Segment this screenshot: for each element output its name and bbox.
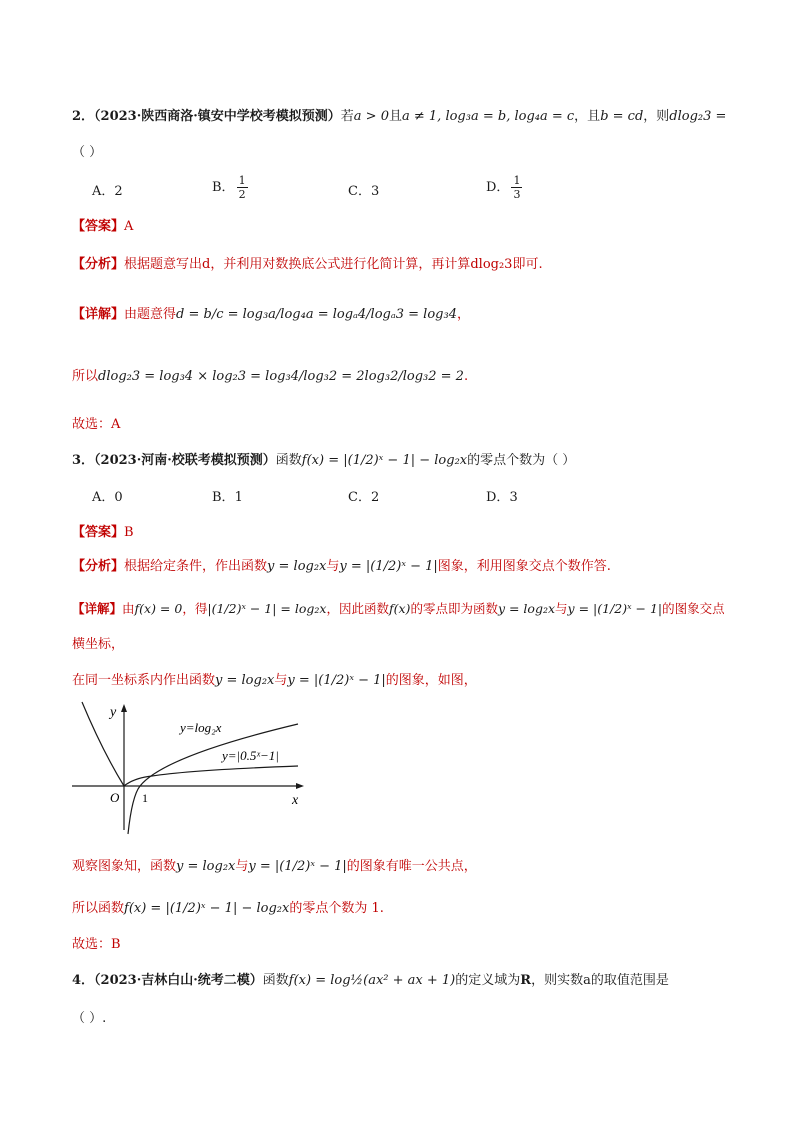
q2-detail2-pre: 所以 bbox=[72, 369, 99, 384]
graph-label-origin: O bbox=[110, 790, 120, 805]
q3-analysis-mid: 与 bbox=[326, 559, 340, 574]
q2-option-b-label: B． bbox=[212, 180, 235, 195]
q3-detail1-g: 的零点即为函数 bbox=[410, 601, 498, 616]
q3-detail1-i: 与 bbox=[555, 601, 568, 616]
q3-detail2-d: y = |(1/2)ˣ − 1| bbox=[287, 673, 386, 688]
q2-answer-value: A bbox=[124, 219, 134, 234]
q2-option-c bbox=[348, 180, 379, 199]
q2-target: dlog₂3 = bbox=[669, 109, 727, 124]
q3-analysis bbox=[72, 556, 611, 578]
q3-so-a: 所以函数 bbox=[72, 901, 125, 916]
q2-cond3: b = cd bbox=[600, 109, 644, 124]
q3-graph bbox=[72, 700, 312, 844]
q2-analysis-tag: 【分析】 bbox=[72, 257, 125, 272]
q2-stem-mid3: ，则 bbox=[643, 109, 670, 124]
q3-detail-tag: 【详解】 bbox=[72, 601, 123, 616]
q3-option-b-value: 1 bbox=[234, 490, 243, 505]
q3-obs-e: 的图象有唯一公共点， bbox=[346, 859, 477, 874]
q2-analysis bbox=[72, 254, 543, 276]
q3-detail2-e: 的图象，如图， bbox=[385, 673, 477, 688]
graph-label-one: 1 bbox=[142, 791, 148, 805]
q4-stem-mid: 的定义域为 bbox=[455, 973, 521, 988]
q2-option-a bbox=[92, 180, 123, 199]
q2-option-a-label: A． bbox=[92, 184, 115, 199]
q2-option-c-label: C． bbox=[348, 184, 371, 199]
q3-analysis-f2: y = |(1/2)ˣ − 1| bbox=[339, 559, 438, 574]
q2-detail2-eq: dlog₂3 = log₃4 × log₂3 = log₃4/log₃2 = 2log₃2/log₃2 = 2 bbox=[98, 369, 464, 384]
q4-number: 4． bbox=[72, 973, 95, 988]
q2-detail-1 bbox=[72, 304, 470, 326]
q3-analysis-f1: y = log₂x bbox=[267, 559, 327, 574]
q3-detail2-c: 与 bbox=[274, 673, 288, 688]
q2-stem-mid2: ，且 bbox=[574, 109, 601, 124]
q2-answer-tag: 【答案】 bbox=[72, 219, 125, 234]
q3-analysis-tag: 【分析】 bbox=[72, 559, 125, 574]
q3-obs-d: y = |(1/2)ˣ − 1| bbox=[248, 859, 347, 874]
q3-answer-value: B bbox=[124, 525, 134, 540]
q3-detail1-j: y = |(1/2)ˣ − 1| bbox=[567, 601, 663, 616]
q3-analysis-pre: 根据给定条件，作出函数 bbox=[124, 559, 268, 574]
q2-detail1-post: ， bbox=[456, 307, 470, 322]
graph-curve2-label: y=|0.5ˣ−1| bbox=[222, 748, 279, 763]
q2-option-b-num: 1 bbox=[238, 174, 246, 187]
q3-detail-1 bbox=[72, 598, 725, 620]
q3-therefore bbox=[72, 898, 384, 920]
q3-graph-svg bbox=[72, 700, 312, 840]
graph-label-y: y bbox=[110, 705, 117, 720]
q3-detail1-k: 的图象交点 bbox=[662, 601, 725, 616]
q2-source: （2023·陕西商洛·镇安中学校考模拟预测） bbox=[94, 109, 341, 124]
q3-stem bbox=[72, 450, 575, 472]
q4-paren: （ ）. bbox=[72, 1011, 107, 1026]
q2-cond1: a > 0 bbox=[353, 109, 389, 124]
q3-detail-1b: 横坐标， bbox=[72, 637, 125, 652]
q2-option-d-num: 1 bbox=[513, 174, 521, 187]
q4-stem-post: ，则实数a的取值范围是 bbox=[531, 973, 669, 988]
q3-analysis-post: 图象，利用图象交点个数作答. bbox=[437, 559, 611, 574]
q4-source: （2023·吉林白山·统考二模） bbox=[94, 973, 263, 988]
q4-func: f(x) = log½(ax² + ax + 1) bbox=[288, 973, 456, 988]
q3-detail1-d: |(1/2)ˣ − 1| = log₂x bbox=[207, 601, 327, 616]
q2-option-c-value: 3 bbox=[370, 184, 380, 199]
graph-label-x: x bbox=[292, 793, 299, 808]
q3-detail2-b: y = log₂x bbox=[215, 673, 275, 688]
q3-number: 3． bbox=[72, 453, 95, 468]
q3-option-d bbox=[486, 486, 518, 505]
q3-obs-a: 观察图象知，函数 bbox=[72, 859, 177, 874]
q3-option-c-value: 2 bbox=[370, 490, 380, 505]
q3-option-b bbox=[212, 486, 243, 505]
q2-detail-2 bbox=[72, 366, 468, 388]
q3-option-a-value: 0 bbox=[114, 490, 123, 505]
q2-conclusion: 故选：A bbox=[72, 417, 121, 432]
q4-stem-pre: 函数 bbox=[262, 973, 289, 988]
q3-option-d-label: D． bbox=[486, 490, 510, 505]
y-axis-arrow bbox=[121, 704, 127, 712]
q3-detail1-b: f(x) = 0 bbox=[134, 601, 183, 616]
q3-detail1-h: y = log₂x bbox=[497, 601, 556, 616]
q2-stem-mid: 且 bbox=[388, 109, 402, 124]
curve-log2 bbox=[128, 724, 298, 834]
q2-analysis-text: 根据题意写出d，并利用对数换底公式进行化简计算，再计算dlog₂3即可. bbox=[124, 257, 543, 272]
q4-real-set: R bbox=[520, 973, 532, 988]
q2-cond2: a ≠ 1, log₃a = b, log₄a = c bbox=[402, 109, 575, 124]
q3-obs-c: 与 bbox=[235, 859, 249, 874]
q3-detail1-e: ，因此函数 bbox=[326, 601, 389, 616]
q3-option-b-label: B． bbox=[212, 490, 235, 505]
q3-option-c bbox=[348, 486, 379, 505]
q2-number: 2． bbox=[72, 109, 95, 124]
q3-conclusion: 故选：B bbox=[72, 937, 121, 952]
q3-obs-b: y = log₂x bbox=[176, 859, 236, 874]
q3-detail1-c: ，得 bbox=[182, 601, 208, 616]
q3-option-c-label: C． bbox=[348, 490, 371, 505]
q3-option-a-label: A． bbox=[92, 490, 115, 505]
q2-detail2-post: . bbox=[463, 369, 469, 384]
q3-answer bbox=[72, 522, 134, 544]
q2-paren: （ ） bbox=[72, 145, 103, 160]
q3-stem-pre: 函数 bbox=[275, 453, 302, 468]
graph-curve1-label: y=log₂x bbox=[180, 720, 222, 735]
q2-option-b-den: 2 bbox=[238, 188, 246, 201]
q3-detail1-f: f(x) bbox=[389, 601, 411, 616]
q3-stem-post: 的零点个数为（ ） bbox=[467, 453, 576, 468]
q3-observation bbox=[72, 856, 477, 878]
q2-option-a-value: 2 bbox=[114, 184, 123, 199]
q4-stem bbox=[72, 970, 669, 992]
q2-option-b-frac bbox=[237, 174, 248, 201]
q2-option-b bbox=[212, 174, 250, 201]
q2-option-d-den: 3 bbox=[513, 188, 521, 201]
q2-option-d-frac bbox=[511, 174, 522, 201]
q3-detail-2 bbox=[72, 670, 477, 692]
q2-answer bbox=[72, 216, 133, 238]
q2-detail-tag: 【详解】 bbox=[72, 307, 125, 322]
q2-option-d-label: D． bbox=[486, 180, 510, 195]
q2-stem bbox=[72, 106, 726, 128]
q3-source: （2023·河南·校联考模拟预测） bbox=[94, 453, 276, 468]
q3-detail2-a: 在同一坐标系内作出函数 bbox=[72, 673, 216, 688]
q2-detail1-pre: 由题意得 bbox=[124, 307, 177, 322]
q3-answer-tag: 【答案】 bbox=[72, 525, 125, 540]
q2-stem-pre: 若 bbox=[340, 109, 354, 124]
q3-option-a bbox=[92, 486, 123, 505]
q2-detail1-eq: d = b/c = log₃a/log₄a = logₐ4/logₐ3 = log₃4 bbox=[176, 307, 457, 322]
q3-option-d-value: 3 bbox=[509, 490, 518, 505]
q3-func: f(x) = |(1/2)ˣ − 1| − log₂x bbox=[301, 453, 468, 468]
q2-option-d bbox=[486, 174, 524, 201]
q3-so-c: 的零点个数为 1. bbox=[289, 901, 384, 916]
q3-so-b: f(x) = |(1/2)ˣ − 1| − log₂x bbox=[124, 901, 290, 916]
x-axis-arrow bbox=[296, 783, 304, 789]
q3-detail1-a: 由 bbox=[122, 601, 135, 616]
